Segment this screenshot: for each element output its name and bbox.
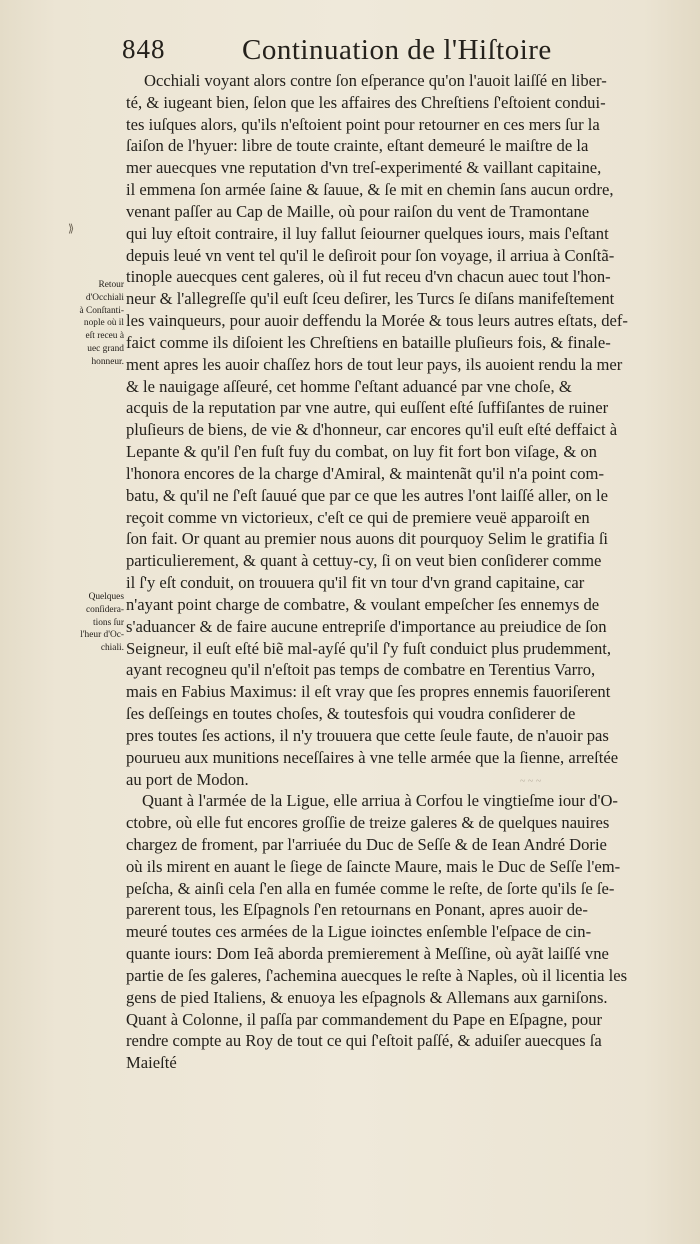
text-line: ſon fait. Or quant au premier nous auons dit pourquoy Selim le gratifia ſi	[126, 529, 609, 549]
margin-note-line: honneur.	[91, 356, 124, 367]
margin-note-line: nople où il	[83, 318, 124, 329]
text-line: reçoit comme vn victorieux, c'eſt ce qui de premiere veuë apparoiſt en	[126, 507, 590, 527]
text-line: ſes deſſeings en toutes choſes, & toutesfois qui voudra conſiderer de	[126, 704, 576, 724]
text-line: s'aduancer & de faire aucune entrepriſe d'importance au preiudice de ſon	[126, 616, 607, 636]
body-text	[126, 70, 666, 1096]
text-line	[126, 1074, 666, 1096]
text-line: quante iours: Dom Ieã aborda premierement à Meſſine, où ayãt laiſſé vne	[126, 944, 609, 964]
margin-note	[56, 591, 124, 655]
text-line: Occhiali voyant alors contre ſon eſperance qu'on l'auoit laiſſé en liber-	[144, 71, 607, 90]
margin-note-line: d'Occhiali	[85, 292, 124, 303]
text-line: au port de Modon.	[126, 769, 249, 789]
text-line: mais en Fabius Maximus: il eſt vray que ſes propres ennemis fauoriſerent	[126, 682, 611, 702]
text-line: gens de pied Italiens, & enuoya les eſpagnols & Allemans aux garniſons.	[126, 987, 608, 1007]
text-line: particulierement, & quant à cettuy-cy, ſi on veut bien conſiderer comme	[126, 551, 602, 571]
text-line: chargez de froment, par l'arriuée du Duc de Seſſe & de Iean André Dorie	[126, 834, 607, 854]
text-line: pourueu aux munitions neceſſaires à vne telle armée que la ſienne, arreſtée	[126, 747, 619, 767]
text-line: peſcha, & ainſi cela ſ'en alla en fumée comme le reſte, de ſorte qu'ils ſe ſe-	[126, 878, 615, 898]
text-line: meuré toutes ces armées de la Ligue ioinctes enſemble l'eſpace de cin-	[126, 922, 592, 942]
text-line: Quant à l'armée de la Ligue, elle arriua à Corfou le vingtieſme iour d'O-	[142, 791, 618, 811]
text-line: les vainqueurs, pour auoir deffendu la Morée & tous leurs autres eſtats, def-	[126, 311, 628, 331]
text-line: rendre compte au Roy de tout ce qui ſ'eſtoit paſſé, & aduiſer auecques ſa	[126, 1031, 602, 1051]
text-line: l'honora encores de la charge d'Amiral, & maintenãt qu'il n'a point com-	[126, 463, 604, 483]
margin-note-line: chiali.	[100, 643, 124, 654]
running-title: Continuation de l'Hiſtoire	[242, 34, 552, 66]
text-line: tinople auecques cent galeres, où il fut receu d'vn chacun auec tout l'hon-	[126, 267, 611, 287]
text-line: qui luy eſtoit contraire, il luy fallut ſeiourner quelques iours, mais ſ'eſtant	[126, 223, 609, 243]
text-line: Maieſté	[126, 1053, 177, 1073]
text-line: pluſieurs de biens, de vie & d'honneur, car encores qu'il euſt eſté deffaict à	[126, 420, 618, 440]
text-line: pres toutes ſes actions, il n'y trouuera que cette ſeule faute, de n'auoir pas	[126, 725, 609, 745]
text-line: n'ayant point charge de combatre, & voulant empeſcher ſes ennemys de	[126, 594, 600, 614]
text-line: Quant à Colonne, il paſſa par commandement du Pape en Eſpagne, pour	[126, 1009, 603, 1029]
text-line: tes iuſques alors, qu'ils n'eſtoient point pour retourner en ces mers ſur la	[126, 114, 600, 134]
text-line: venant paſſer au Cap de Maille, où pour raiſon du vent de Tramontane	[126, 201, 590, 221]
margin-note-line: l'heur d'Oc-	[80, 630, 124, 641]
text-line: & le nauigage aſſeuré, cet homme ſ'eſtant aduancé par vne choſe, &	[126, 376, 572, 396]
text-line: ment apres les auoir chaſſez hors de tout leur pays, ils auoient rendu la mer	[126, 354, 623, 374]
text-line: il emmena ſon armée ſaine & ſauue, & ſe mit en chemin ſans aucun ordre,	[126, 180, 614, 200]
text-line: il ſ'y eſt conduit, on trouuera qu'il fit vn tour d'vn grand capitaine, car	[126, 573, 585, 593]
text-line: té, & iugeant bien, ſelon que les affaires des Chreſtiens ſ'eſtoient condui-	[126, 92, 606, 112]
text-line: faict comme ils diſoient les Chreſtiens en bataille pluſieurs fois, & finale-	[126, 332, 611, 352]
text-line: Seigneur, il euſt eſté biẽ mal-ayſé qu'il ſ'y fuſt conduict plus prudemment,	[126, 638, 612, 658]
margin-note-line: à Conſtanti-	[79, 305, 124, 316]
margin-note-line: uec grand	[87, 343, 124, 354]
text-line: où ils mirent en auant le ſiege de ſaincte Maure, mais le Duc de Seſſe l'em-	[126, 856, 621, 876]
text-line: ſaiſon de l'hyuer: libre de toute crainte, eſtant demeuré le maiſtre de la	[126, 136, 589, 156]
ink-mark: ⟫	[68, 223, 75, 235]
text-line: ctobre, où elle fut encores groſſie de treize galeres & de quelques nauires	[126, 813, 610, 833]
margin-note-line: tions ſur	[93, 617, 124, 628]
margin-note	[56, 279, 124, 369]
text-line: partie de ſes galeres, ſ'achemina auecques le reſte à Naples, où il licentia les	[126, 965, 628, 985]
text-line: neur & l'allegreſſe qu'il euſt ſceu deſirer, les Turcs ſe diſans manifeſtement	[126, 289, 615, 309]
page-number: 848	[122, 34, 166, 64]
text-line: batu, & qu'il ne ſ'eſt ſauué que par ce que les autres l'ont laiſſé aller, on le	[126, 485, 608, 505]
text-line: ayant recogneu qu'il n'eſtoit pas temps de combatre en Terentius Varro,	[126, 660, 596, 680]
text-line: parerent tous, les Eſpagnols ſ'en retournans en Ponant, apres auoir de-	[126, 900, 588, 920]
text-line: depuis leué vn vent tel qu'il le deſiroit pour ſon voyage, il arriua à Conſtã-	[126, 245, 615, 265]
show-through-ink: ~ ~ ~	[520, 776, 542, 787]
text-line: Lepante & qu'il ſ'en fuſt fuy du combat, on luy fit fort bon viſage, & on	[126, 442, 597, 462]
margin-note-line: Quelques	[88, 592, 124, 602]
text-line: mer auecques vne reputation d'vn treſ-experimenté & vaillant capitaine,	[126, 158, 602, 178]
margin-note-line: Retour	[98, 280, 124, 290]
page-header	[118, 34, 578, 70]
text-line: acquis de la reputation par vne autre, qui euſſent eſté ſuffiſantes de ruiner	[126, 398, 609, 418]
margin-note-line: eſt receu à	[85, 331, 124, 342]
margin-note-line: conſidera-	[86, 604, 124, 615]
